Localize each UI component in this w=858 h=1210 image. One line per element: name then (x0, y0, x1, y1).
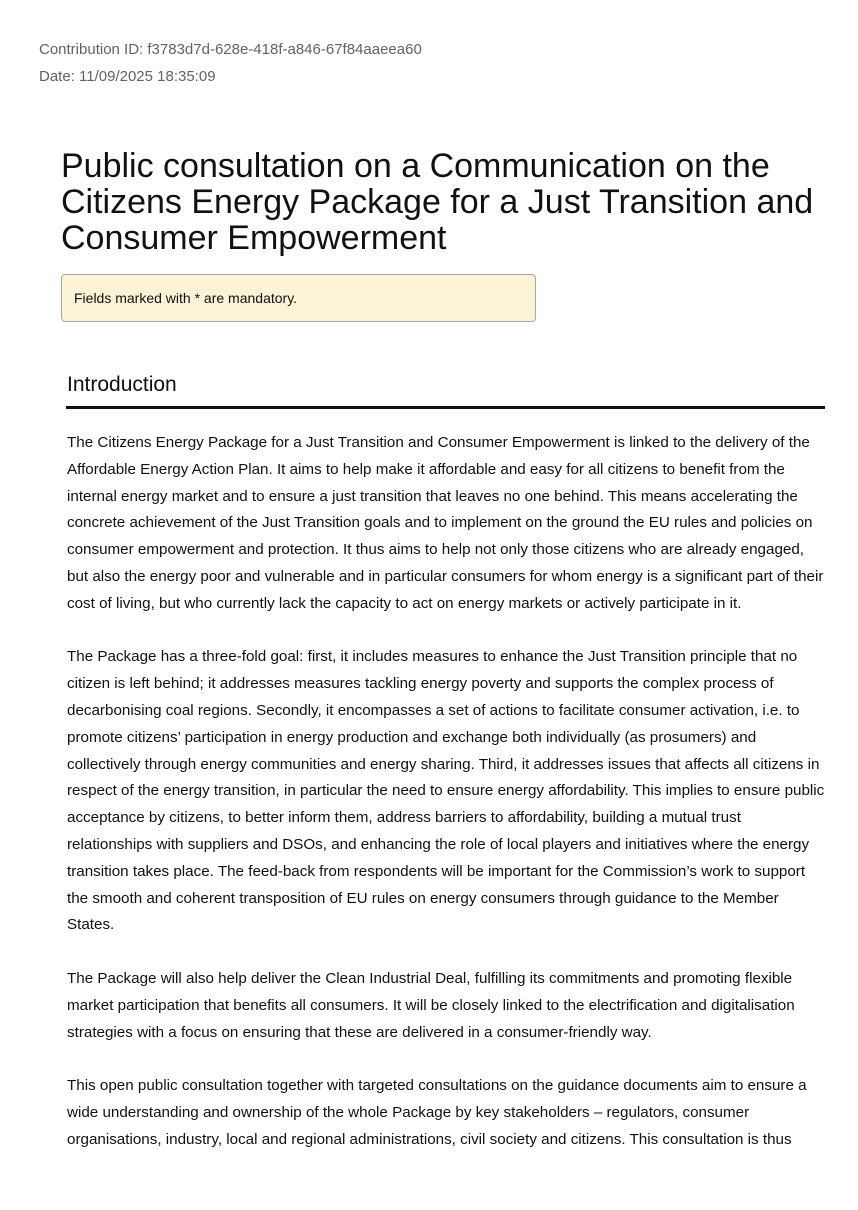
mandatory-fields-notice (61, 274, 536, 322)
introduction-paragraph-1: The Citizens Energy Package for a Just Transition and Consumer Empowerment is linked to the delivery of the Affordable Energy Action Plan. It aims to help make it affordable and easy for all citizens to benefit from the internal energy market and to ensure a just transition that leaves no one behind. This means accelerating the concrete achievement of the Just Transition goals and to implement on the ground the EU rules and policies on consumer empowerment and protection. It thus aims to help not only those citizens who are already engaged, but also the energy poor and vulnerable and in particular consumers for whom energy is a significant part of their cost of living, but who currently lack the capacity to act on energy markets or actively participate in it. (67, 434, 824, 612)
page-title: Public consultation on a Communication on the Citizens Energy Package for a Just Transition and Consumer Empowerment (61, 147, 814, 257)
mandatory-fields-notice-text: Fields marked with * are mandatory. (74, 290, 298, 306)
section-title-introduction: Introduction (67, 373, 177, 396)
introduction-body (67, 430, 825, 1180)
introduction-paragraph-2: The Package has a three-fold goal: first, it includes measures to enhance the Just Transition principle that no citizen is left behind; it addresses measures tackling energy poverty and supports the complex process of decarbonising coal regions. Secondly, it encompasses a set of actions to facilitate consumer activation, i.e. to promote citizens’ participation in energy production and exchange both individually (as prosumers) and collectively through energy communities and energy sharing. Third, it addresses issues that affects all citizens in respect of the energy transition, in particular the need to ensure energy affordability. This implies to ensure public acceptance by citizens, to better inform them, address barriers to affordability, building a mutual trust relationships with suppliers and DSOs, and enhancing the role of local players and initiatives where the energy transition takes place. The feed-back from respondents will be important for the Commission’s work to support the smooth and coherent transposition of EU rules on energy consumers through guidance to the Member States. (67, 648, 825, 934)
introduction-paragraph-3: The Package will also help deliver the Clean Industrial Deal, fulfilling its commitments and promoting flexible market participation that benefits all consumers. It will be closely linked to the electrification and digitalisation strategies with a focus on ensuring that these are delivered in a consumer-friendly way. (67, 969, 795, 1041)
introduction-paragraph-4: This open public consultation together with targeted consultations on the guidance documents aim to ensure a wide understanding and ownership of the whole Package by key stakeholders – regulators, consumer organisations, industry, local and regional administrations, civil society and citizens. This consultation is thus (67, 1077, 807, 1148)
document-meta (39, 36, 422, 90)
contribution-id: Contribution ID: f3783d7d-628e-418f-a846-67f84aaeea60 (39, 41, 422, 58)
section-divider (66, 406, 825, 409)
submission-date: Date: 11/09/2025 18:35:09 (39, 68, 216, 85)
